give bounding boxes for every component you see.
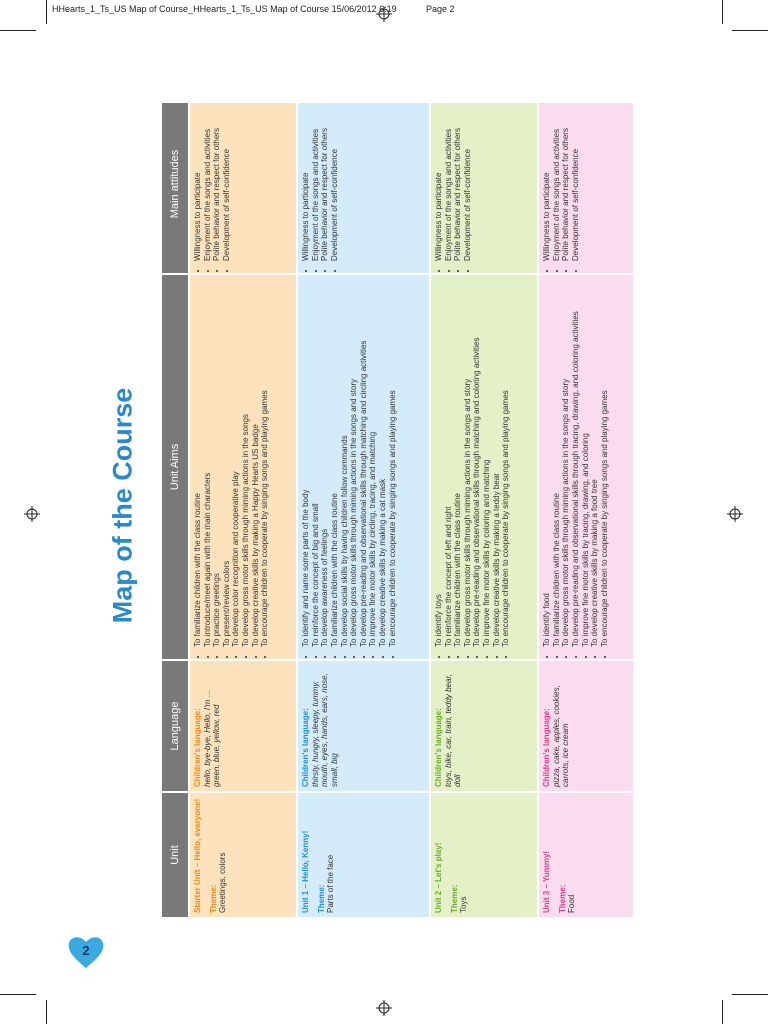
list-item: • Development of self-confidence bbox=[330, 103, 340, 261]
list-item: • To identify and name some parts of the body bbox=[301, 279, 311, 647]
language-cell bbox=[190, 661, 296, 791]
list-item: • To familiarize children with the class routine bbox=[453, 279, 463, 647]
crop-mark bbox=[732, 994, 768, 995]
attitudes-cell bbox=[190, 103, 296, 273]
registration-mark-icon bbox=[24, 506, 40, 522]
slug-filename: HHearts_1_Ts_US Map of Course_HHearts_1_Ts_US Map of Course 15/06/2012 6:19 bbox=[52, 4, 397, 14]
language-cell bbox=[431, 661, 537, 791]
registration-mark-icon bbox=[727, 506, 743, 522]
list-item: • Polite behavior and respect for others bbox=[561, 103, 571, 261]
list-item: • To improve fine motor skills by tracing, drawing, and coloring bbox=[581, 279, 591, 647]
theme-value: Parts of the face bbox=[326, 854, 336, 913]
aims-list bbox=[301, 279, 397, 655]
header-unit: Unit bbox=[162, 793, 188, 917]
crop-mark bbox=[0, 30, 36, 31]
page-title: Map of the Course bbox=[107, 387, 138, 624]
table-row bbox=[190, 103, 296, 917]
list-item: • To encourage children to cooperate by singing songs and playing games bbox=[260, 279, 270, 647]
unit-cell bbox=[190, 793, 296, 917]
list-item: • To develop creative skills by making a Happy Hearts US badge bbox=[251, 279, 261, 647]
aims-cell bbox=[539, 275, 633, 659]
slug-page: Page 2 bbox=[426, 4, 455, 14]
attitudes-list bbox=[193, 103, 231, 269]
list-item: • To improve fine motor skills by coloring and matching bbox=[482, 279, 492, 647]
language-cell bbox=[539, 661, 633, 791]
unit-name: Unit 1 – Hello, Kenny! bbox=[301, 830, 311, 913]
list-item: • To reinforce the concept of left and right bbox=[444, 279, 454, 647]
print-slug bbox=[52, 4, 455, 14]
list-item: • To develop creative skills by making a cat mask bbox=[378, 279, 388, 647]
registration-mark-icon bbox=[376, 1000, 392, 1016]
crop-mark bbox=[722, 0, 723, 24]
list-item: • To develop pre-reading and observational skills through matching and circling activities bbox=[359, 279, 369, 647]
list-item: • To develop gross motor skills through miming actions in the songs and story bbox=[349, 279, 359, 647]
list-item: • To develop gross motor skills through miming actions in the songs and story bbox=[463, 279, 473, 647]
attitudes-list bbox=[542, 103, 580, 269]
unit-cell bbox=[539, 793, 633, 917]
theme-label: Theme: bbox=[449, 884, 459, 913]
list-item: • To familiarize children with the class routine bbox=[193, 279, 203, 647]
list-item: • To identify toys bbox=[434, 279, 444, 647]
list-item: • To present/review colors bbox=[222, 279, 232, 647]
list-item: • To practice greetings bbox=[212, 279, 222, 647]
list-item: • To reinforce the concept of big and small bbox=[311, 279, 321, 647]
theme-label: Theme: bbox=[557, 884, 567, 913]
list-item: • To encourage children to cooperate by singing songs and playing games bbox=[600, 279, 610, 647]
crop-mark bbox=[722, 1000, 723, 1024]
crop-mark bbox=[732, 30, 768, 31]
header-language: Language bbox=[162, 661, 188, 791]
list-item: • Enjoyment of the songs and activities bbox=[444, 103, 454, 261]
theme-label: Theme: bbox=[316, 884, 326, 913]
list-item: • To identify food bbox=[542, 279, 552, 647]
list-item: • Willingness to participate bbox=[542, 103, 552, 261]
aims-cell bbox=[190, 275, 296, 659]
attitudes-list bbox=[434, 103, 472, 269]
language-label: Children's language: bbox=[301, 708, 311, 787]
list-item: • Polite behavior and respect for others bbox=[453, 103, 463, 261]
list-item: • To develop creative skills by making a teddy bear bbox=[492, 279, 502, 647]
attitudes-list bbox=[301, 103, 339, 269]
attitudes-cell bbox=[539, 103, 633, 273]
course-map-table-container bbox=[160, 103, 635, 919]
unit-name: Unit 3 – Yummy! bbox=[542, 850, 552, 913]
aims-cell bbox=[431, 275, 537, 659]
list-item: • Development of self-confidence bbox=[463, 103, 473, 261]
list-item: • To develop pre-reading and observational skills through tracing, drawing, and coloring activities bbox=[571, 279, 581, 647]
list-item: • Enjoyment of the songs and activities bbox=[311, 103, 321, 261]
language-words: pizza, cake, apples, cookies, carrots, ice cream bbox=[551, 685, 571, 787]
list-item: • To develop gross motor skills through miming actions in the songs and story bbox=[561, 279, 571, 647]
language-label: Children's language: bbox=[193, 708, 202, 787]
crop-mark bbox=[0, 994, 36, 995]
language-label: Children's language: bbox=[433, 708, 443, 787]
crop-mark bbox=[46, 1000, 47, 1024]
list-item: • To familiarize children with the class routine bbox=[552, 279, 562, 647]
header-main-attitudes: Main attitudes bbox=[162, 103, 188, 273]
course-map-table bbox=[160, 103, 635, 919]
unit-name: Starter Unit – Hello, everyone! bbox=[193, 798, 202, 913]
table-row bbox=[431, 103, 537, 917]
list-item: • To encourage children to cooperate by singing songs and playing games bbox=[501, 279, 511, 647]
page-number: 2 bbox=[82, 943, 90, 958]
list-item: • Polite behavior and respect for others bbox=[320, 103, 330, 261]
attitudes-cell bbox=[431, 103, 537, 273]
crop-mark bbox=[46, 0, 47, 24]
unit-cell bbox=[431, 793, 537, 917]
list-item: • Willingness to participate bbox=[193, 103, 203, 261]
table-row bbox=[539, 103, 633, 917]
list-item: • Enjoyment of the songs and activities bbox=[203, 103, 213, 261]
list-item: • To improve fine motor skills by circling, tracing, and matching bbox=[368, 279, 378, 647]
list-item: • To familiarize children with the class routine bbox=[330, 279, 340, 647]
aims-list bbox=[434, 279, 511, 655]
table-header-row bbox=[162, 103, 188, 917]
aims-list bbox=[542, 279, 609, 655]
unit-cell bbox=[298, 793, 429, 917]
language-words: hello, bye-bye, Hello, I'm … green, blue, yellow, red bbox=[202, 689, 222, 787]
aims-list bbox=[193, 279, 270, 655]
list-item: • To encourage children to cooperate by singing songs and playing games bbox=[388, 279, 398, 647]
list-item: • To introduce/meet again with the main characters bbox=[203, 279, 213, 647]
list-item: • To develop color recognition and cooperative play bbox=[231, 279, 241, 647]
attitudes-cell bbox=[298, 103, 429, 273]
header-unit-aims: Unit Aims bbox=[162, 275, 188, 659]
list-item: • Development of self-confidence bbox=[222, 103, 232, 261]
language-words: toys, bike, car, train, teddy bear, doll bbox=[443, 674, 463, 787]
list-item: • To develop creative skills by making a food tree bbox=[590, 279, 600, 647]
unit-name: Unit 2 – Let's play! bbox=[433, 842, 443, 913]
list-item: • Willingness to participate bbox=[434, 103, 444, 261]
theme-value: Greetings, colors bbox=[218, 852, 228, 913]
list-item: • Development of self-confidence bbox=[571, 103, 581, 261]
language-label: Children's language: bbox=[542, 708, 552, 787]
list-item: • To develop pre-reading and observational skills through matching and coloring activities bbox=[472, 279, 482, 647]
list-item: • Enjoyment of the songs and activities bbox=[552, 103, 562, 261]
theme-value: Food bbox=[567, 894, 577, 913]
list-item: • Willingness to participate bbox=[301, 103, 311, 261]
list-item: • Polite behavior and respect for others bbox=[212, 103, 222, 261]
list-item: • To develop social skills by having children follow commands bbox=[340, 279, 350, 647]
table-row bbox=[298, 103, 429, 917]
language-words: thirsty, hungry, sleepy, tummy, mouth, eyes, hands, ears, nose, small, big bbox=[310, 673, 339, 787]
theme-value: Toys bbox=[459, 896, 469, 913]
list-item: • To develop gross motor skills through miming actions in the songs bbox=[241, 279, 251, 647]
language-cell bbox=[298, 661, 429, 791]
theme-label: Theme: bbox=[208, 884, 218, 913]
list-item: • To develop awareness of feelings bbox=[320, 279, 330, 647]
aims-cell bbox=[298, 275, 429, 659]
registration-mark-icon bbox=[376, 6, 392, 22]
